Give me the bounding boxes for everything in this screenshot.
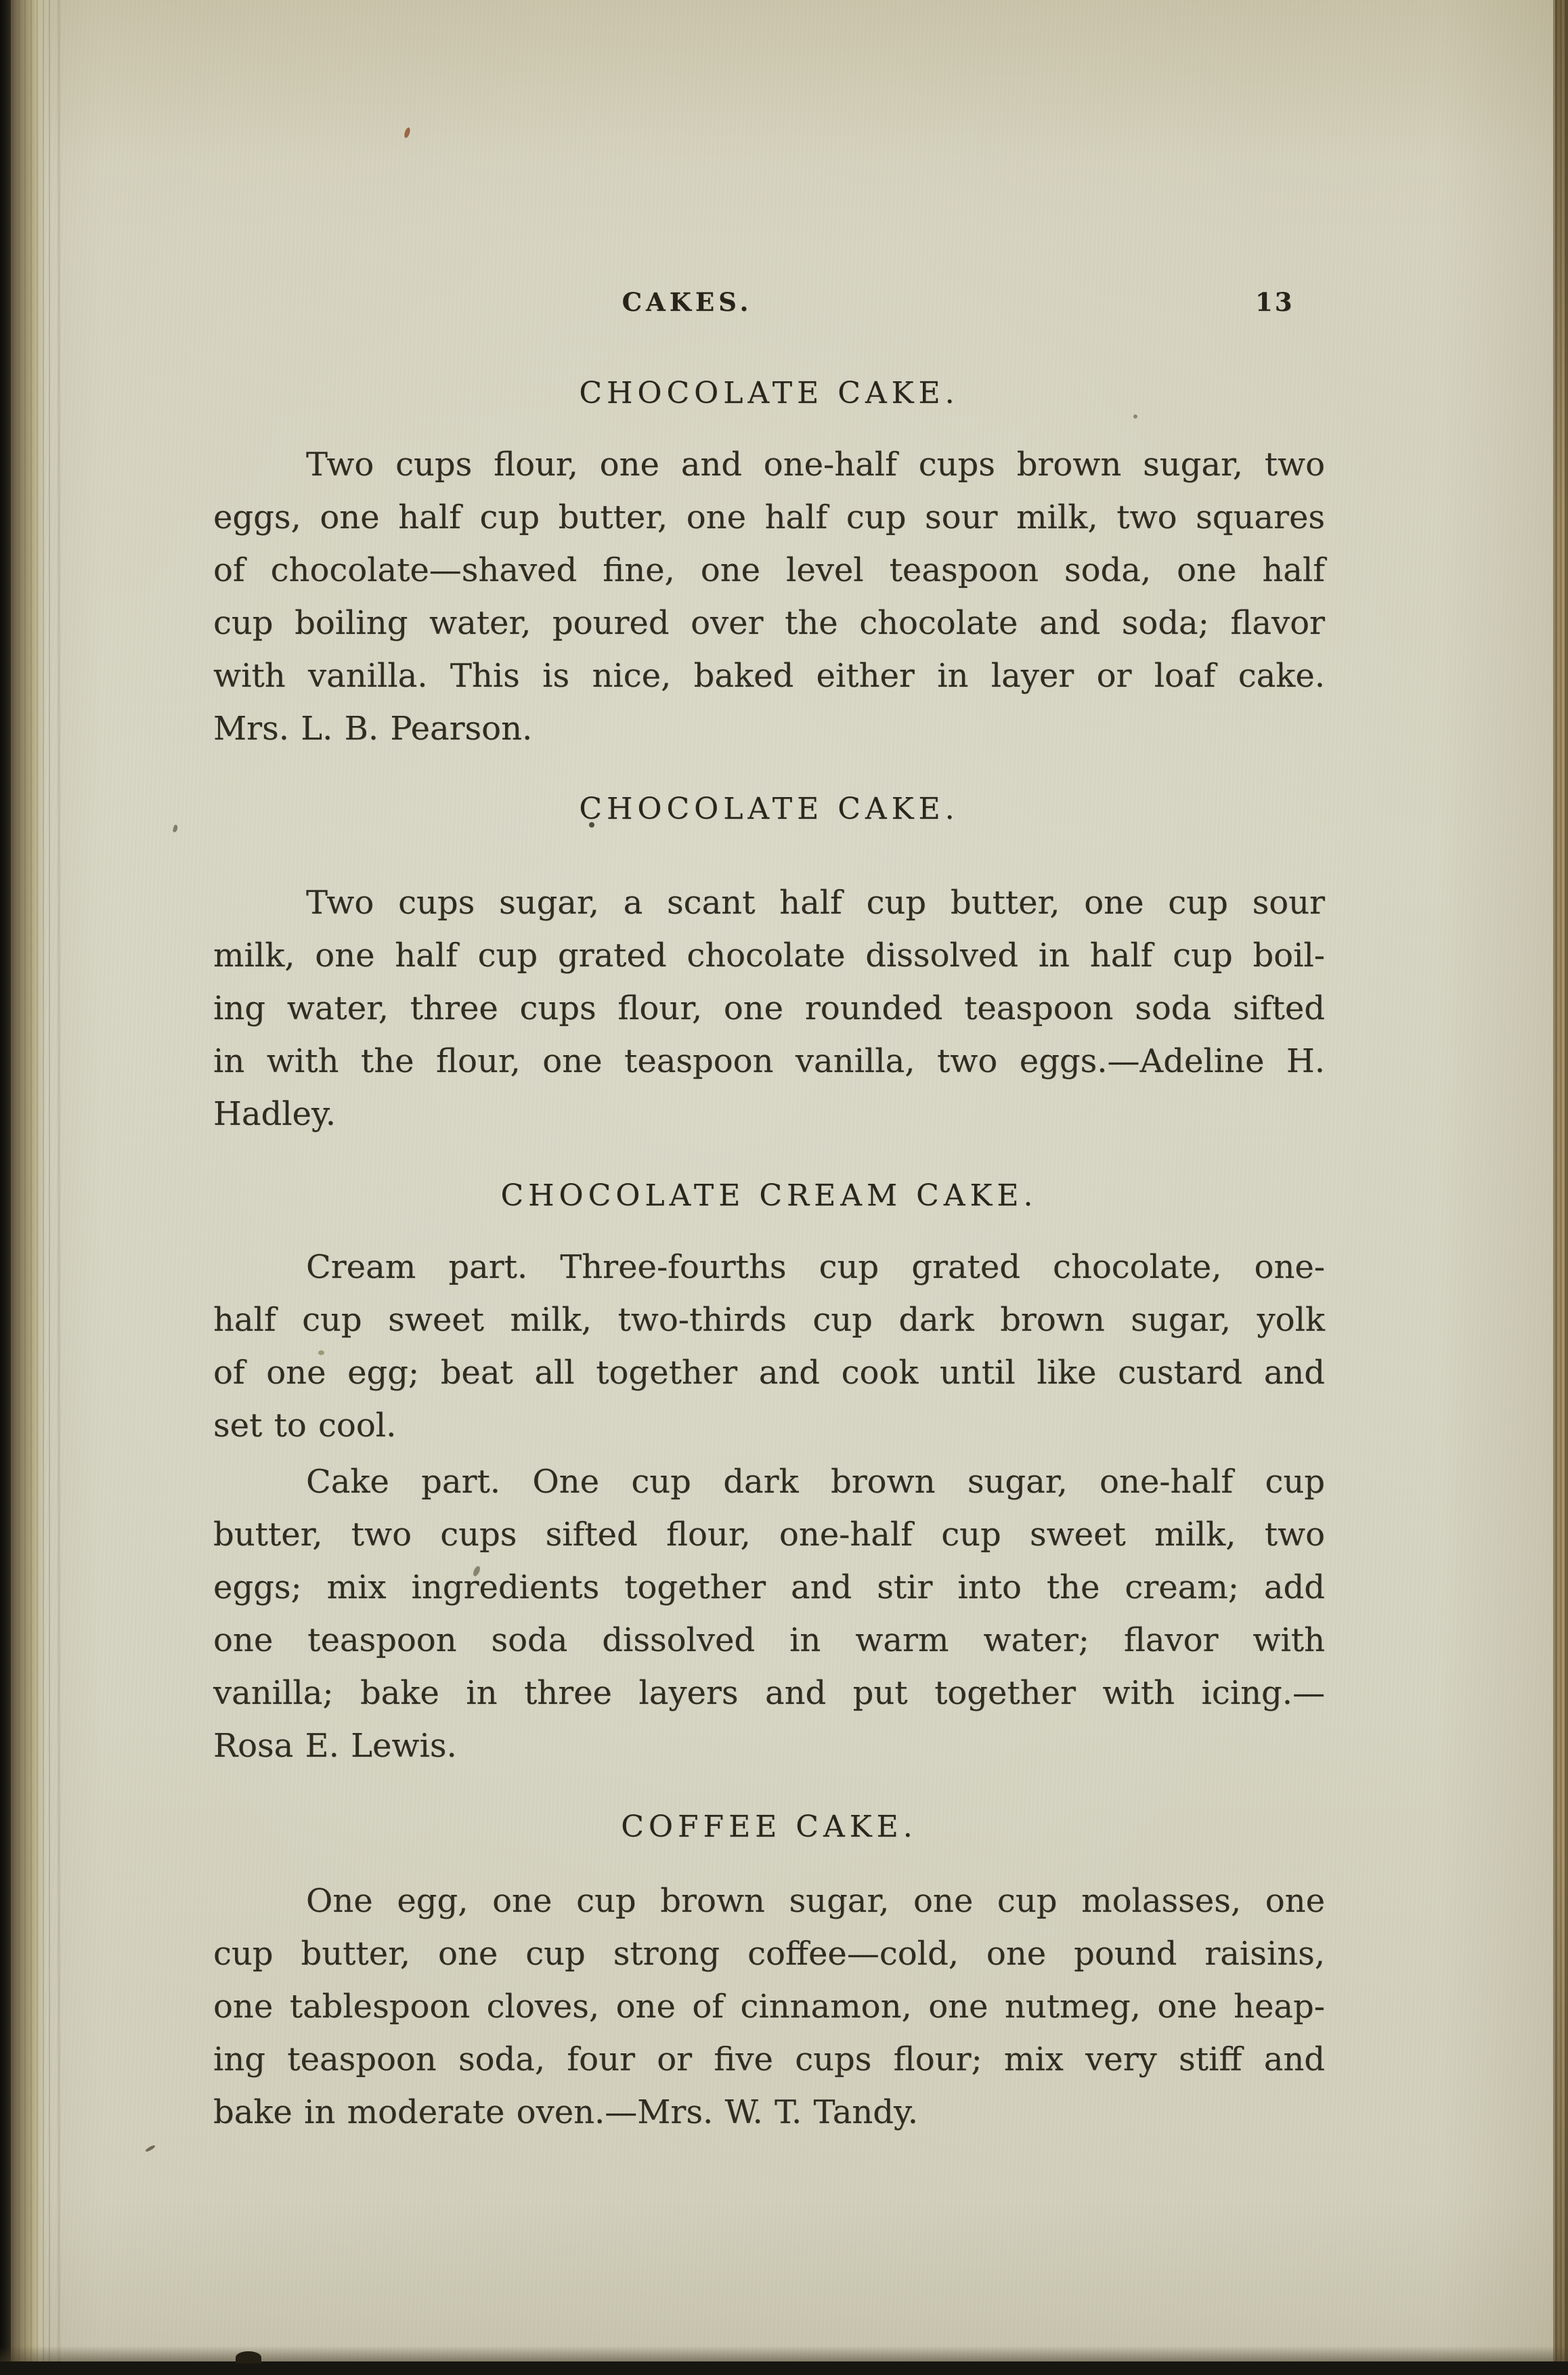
recipe-line: set to cool. [213,1407,397,1445]
recipe-attribution: bake in moderate oven.—Mrs. W. T. Tandy. [213,2093,918,2131]
bottom-edge-notch [236,2351,261,2363]
running-head: CAKES. [622,287,753,317]
recipe-line: one tablespoon cloves, one of cinnamon, one nutmeg, one heap- [213,1988,1325,2026]
page-edge-right-line [1553,0,1555,2375]
page-crease [57,0,61,2375]
paper-speck [404,127,412,138]
recipe-line: Cream part. Three-fourths cup grated chocolate, one- [306,1248,1325,1286]
recipe-line: eggs; mix ingredients together and stir into the cream; add [213,1568,1325,1606]
recipe-line: of chocolate—shaved fine, one level teaspoon soda, one half [213,551,1325,589]
recipe-line: in with the flour, one teaspoon vanilla, two eggs.—Adeline H. [213,1042,1325,1080]
recipe-paragraph [213,1455,1325,1772]
paper-speck [145,2144,156,2152]
recipe-attribution: Hadley. [213,1095,336,1133]
recipe-heading: CHOCOLATE CREAM CAKE. [500,1178,1038,1213]
page-number: 13 [1255,287,1294,317]
recipe-paragraph [213,876,1325,1140]
recipe-heading: CHOCOLATE CAKE. [579,376,959,410]
recipe-line: Two cups sugar, a scant half cup butter, one cup sour [306,884,1325,922]
scan-bottom-bar [0,2361,1568,2375]
recipe-heading: COFFEE CAKE. [621,1810,917,1844]
recipe-line: One egg, one cup brown sugar, one cup molasses, one [306,1882,1325,1920]
recipe-line: with vanilla. This is nice, baked either in layer or loaf cake. [213,657,1325,695]
recipe-paragraph [213,438,1325,755]
recipe-line: ing water, three cups flour, one rounded teaspoon soda sifted [213,989,1325,1027]
recipe-line: cup boiling water, poured over the chocolate and soda; flavor [213,604,1325,642]
recipe-attribution: Rosa E. Lewis. [213,1727,457,1765]
recipe-attribution: Mrs. L. B. Pearson. [213,710,533,748]
recipe-line: ing teaspoon soda, four or five cups flour; mix very stiff and [213,2040,1325,2078]
recipe-paragraph [213,1875,1325,2139]
recipe-line: of one egg; beat all together and cook until like custard and [213,1354,1325,1392]
book-spine-shadow [0,0,11,2375]
page-edge-right-shade [1555,0,1568,2375]
recipe-line: Cake part. One cup dark brown sugar, one-half cup [306,1463,1325,1501]
recipe-line: cup butter, one cup strong coffee—cold, one pound raisins, [213,1935,1325,1973]
recipe-line: milk, one half cup grated chocolate dissolved in half cup boil- [213,937,1325,975]
recipe-line: one teaspoon soda dissolved in warm water; flavor with [213,1621,1325,1659]
recipe-heading: CHOCOLATE CAKE. [579,792,959,826]
recipe-line: butter, two cups sifted flour, one-half cup sweet milk, two [213,1516,1325,1554]
recipe-line: eggs, one half cup butter, one half cup sour milk, two squares [213,498,1325,536]
recipe-line: vanilla; bake in three layers and put together with icing.— [213,1674,1325,1712]
paper-speck [1133,414,1137,419]
stray-ink-mark [173,824,179,832]
gutter-streaks [12,0,53,2375]
recipe-line: Two cups flour, one and one-half cups brown sugar, two [306,446,1325,484]
recipe-line: half cup sweet milk, two-thirds cup dark brown sugar, yolk [213,1301,1325,1339]
recipe-paragraph [213,1241,1325,1452]
